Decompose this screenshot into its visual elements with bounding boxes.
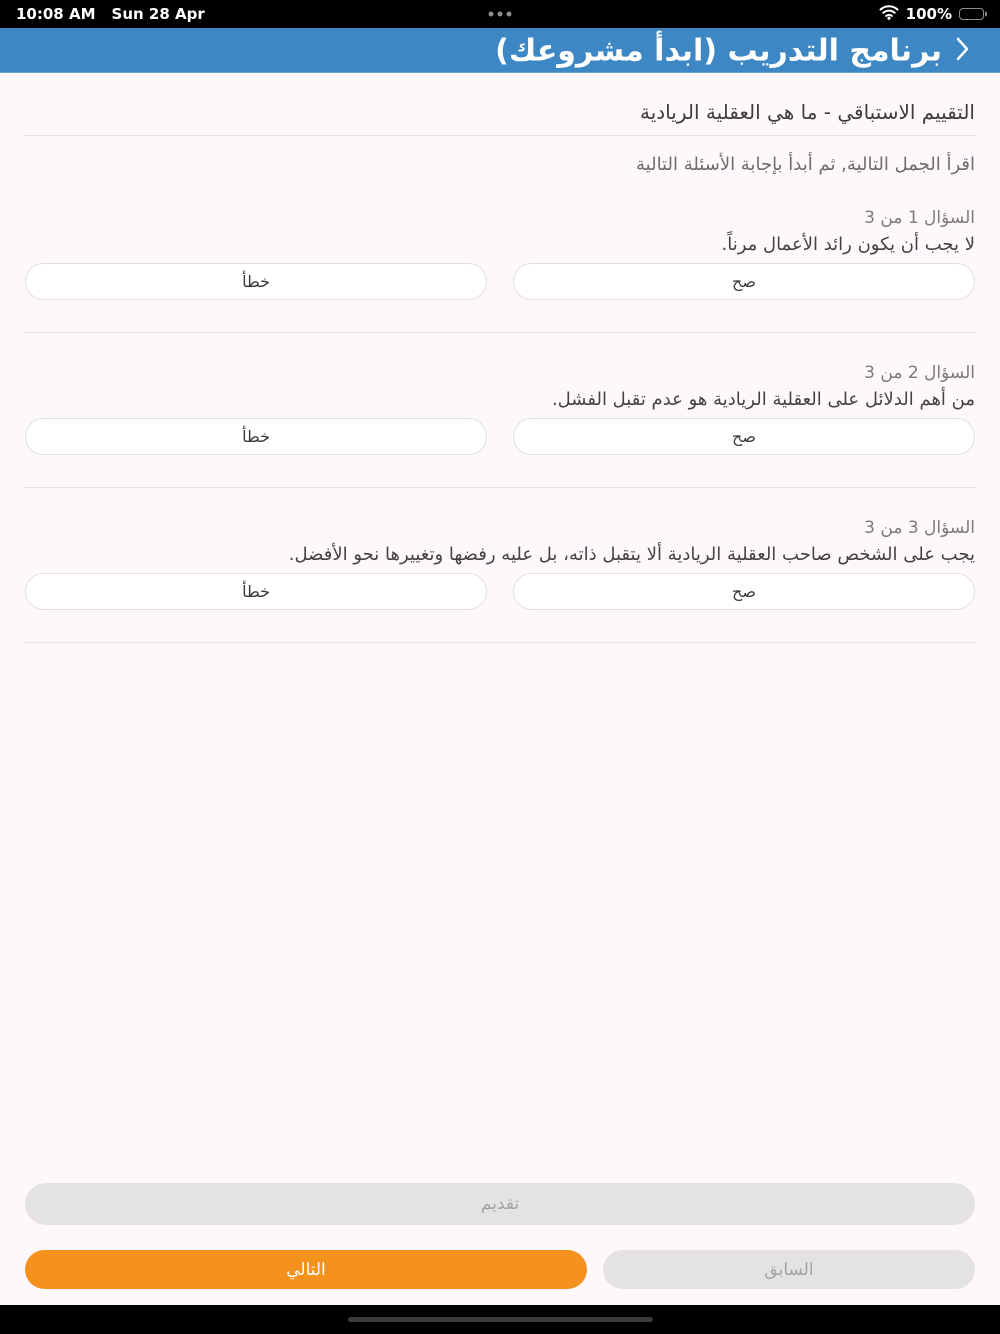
answer-true-button-q1[interactable]: صح xyxy=(513,263,975,300)
answer-true-button-q3[interactable]: صح xyxy=(513,573,975,610)
status-time: 10:08 AM xyxy=(16,5,96,23)
page-title: برنامج التدريب (ابدأ مشروعك) xyxy=(495,33,942,68)
battery-percent: 100% xyxy=(905,5,952,23)
question-label: السؤال 3 من 3 xyxy=(864,518,975,538)
divider xyxy=(23,135,977,136)
divider xyxy=(23,487,977,488)
question-text: من أهم الدلائل على العقلية الريادية هو عدم تقبل الفشل. xyxy=(551,389,975,410)
question-label: السؤال 1 من 3 xyxy=(864,208,975,228)
question-block-1 xyxy=(0,206,1000,333)
question-text: يجب على الشخص صاحب العقلية الريادية ألا يتقبل ذاته، بل عليه رفضها وتغييرها نحو الأفضل. xyxy=(288,544,975,565)
question-text: لا يجب أن يكون رائد الأعمال مرناً. xyxy=(721,234,975,255)
battery-icon xyxy=(959,8,984,20)
divider xyxy=(23,642,977,643)
question-label: السؤال 2 من 3 xyxy=(864,363,975,383)
home-bar xyxy=(0,1305,1000,1334)
answer-false-button-q3[interactable]: خطأ xyxy=(25,573,487,610)
instruction-text: اقرأ الجمل التالية, ثم أبدأ بإجابة الأسئلة التالية xyxy=(636,154,975,175)
next-button[interactable]: التالي xyxy=(25,1250,587,1289)
answers-row xyxy=(25,573,975,610)
submit-button[interactable]: تقديم xyxy=(25,1183,975,1225)
answer-false-button-q2[interactable]: خطأ xyxy=(25,418,487,455)
ellipsis-icon xyxy=(489,12,512,17)
status-bar xyxy=(0,0,1000,28)
answers-row xyxy=(25,263,975,300)
previous-button[interactable]: السابق xyxy=(603,1250,975,1289)
status-right xyxy=(879,5,984,24)
divider xyxy=(23,332,977,333)
back-button[interactable] xyxy=(952,36,972,66)
nav-header xyxy=(0,28,1000,73)
answer-true-button-q2[interactable]: صح xyxy=(513,418,975,455)
quiz-content xyxy=(0,98,1000,643)
status-date: Sun 28 Apr xyxy=(111,5,205,23)
answers-row xyxy=(25,418,975,455)
home-indicator[interactable] xyxy=(348,1317,653,1322)
section-title: التقييم الاستباقي - ما هي العقلية الريادية xyxy=(639,100,975,124)
question-block-2 xyxy=(0,361,1000,488)
wifi-icon xyxy=(879,5,899,24)
chevron-right-icon xyxy=(956,37,969,64)
footer-nav-row xyxy=(25,1250,975,1289)
answer-false-button-q1[interactable]: خطأ xyxy=(25,263,487,300)
question-block-3 xyxy=(0,516,1000,643)
status-left xyxy=(16,5,205,23)
